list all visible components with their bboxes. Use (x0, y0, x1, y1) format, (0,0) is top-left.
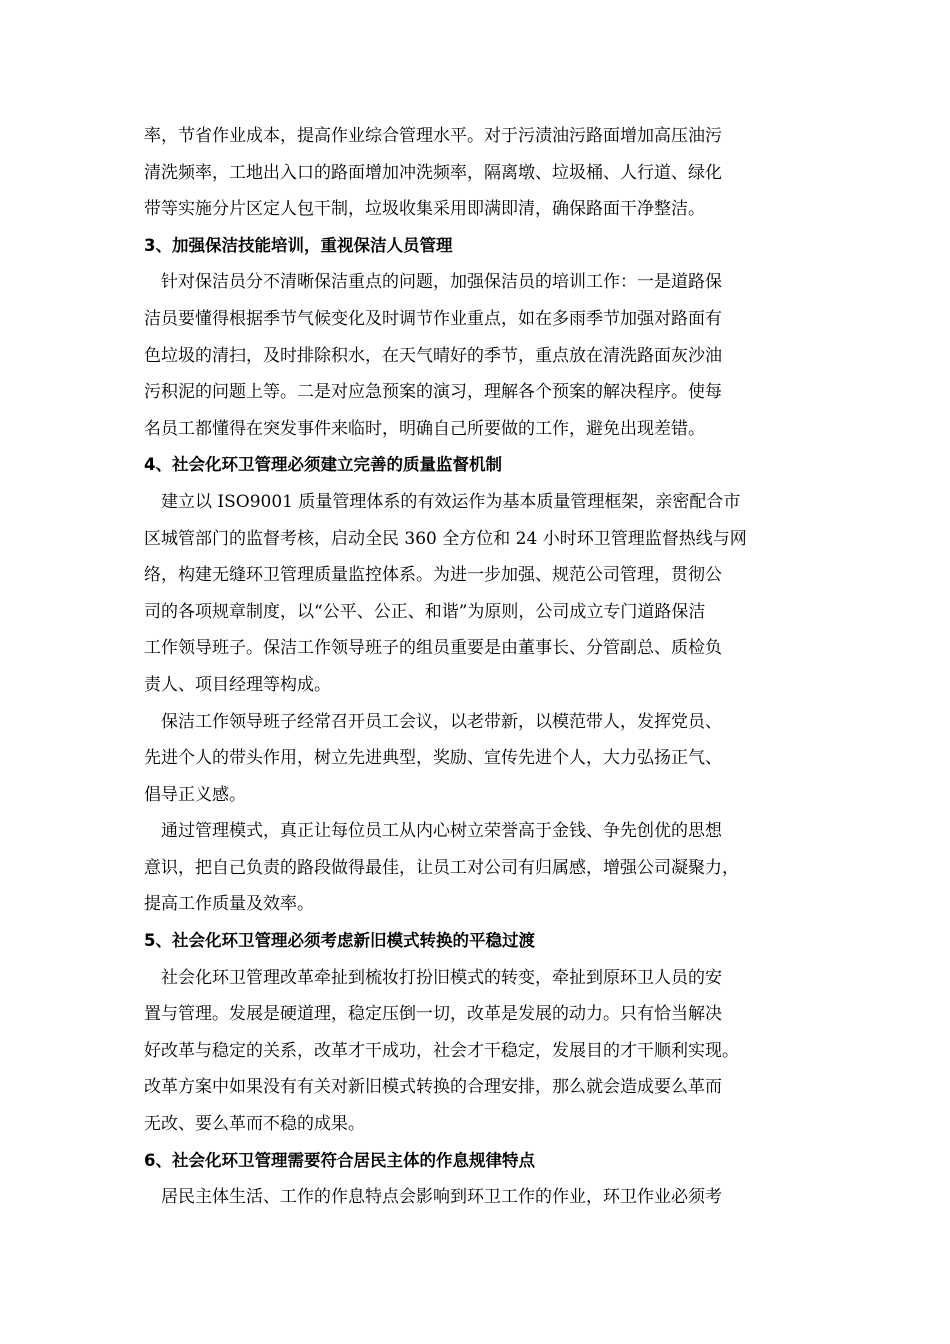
body-line: 责人、项目经理等构成。 (144, 674, 331, 695)
body-line: 好改革与稳定的关系，改革才干成功，社会才干稳定，发展目的才干顺利实现。 (144, 1040, 739, 1061)
document-body (144, 118, 824, 1216)
body-line: 污积泥的问题上等。二是对应急预案的演习，理解各个预案的解决程序。使每 (144, 382, 722, 403)
body-line: 清洗频率，工地出入口的路面增加冲洗频率，隔离墩、垃圾桶、人行道、绿化 (144, 162, 722, 183)
paragraph-first-line: 通过管理模式，真正让每位员工从内心树立荣誉高于金钱、争先创优的思想 (161, 821, 722, 842)
body-line: 带等实施分片区定人包干制，垃圾收集采用即满即清，确保路面干净整洁。 (144, 199, 705, 220)
body-line: 色垃圾的清扫，及时排除积水，在天气晴好的季节，重点放在清洗路面灰沙油 (144, 345, 722, 366)
body-line: 先进个人的带头作用，树立先进典型，奖励、宣传先进个人，大力弘扬正气、 (144, 748, 722, 769)
body-line: 倡导正义感。 (144, 784, 246, 805)
body-line: 改革方案中如果没有有关对新旧模式转换的合理安排，那么就会造成要么革而 (144, 1077, 722, 1098)
section-heading-5: 5、社会化环卫管理必须考虑新旧模式转换的平稳过渡 (144, 931, 535, 951)
body-line: 工作领导班子。保洁工作领导班子的组员重要是由董事长、分管副总、质检负 (144, 638, 722, 659)
paragraph-first-line: 针对保洁员分不清晰保洁重点的问题，加强保洁员的培训工作：一是道路保 (161, 272, 722, 293)
body-line: 络，构建无缝环卫管理质量监控体系。为进一步加强、规范公司管理，贯彻公 (144, 565, 722, 586)
body-line: 区城管部门的监督考核，启动全民 360 全方位和 24 小时环卫管理监督热线与网 (144, 528, 747, 549)
paragraph-first-line: 社会化环卫管理改革牵扯到梳妆打扮旧模式的转变，牵扯到原环卫人员的安 (161, 967, 722, 988)
paragraph-first-line: 建立以 ISO9001 质量管理体系的有效运作为基本质量管理框架，亲密配合市 (161, 491, 741, 512)
section-heading-4: 4、社会化环卫管理必须建立完善的质量监督机制 (144, 455, 502, 475)
body-line: 率，节省作业成本，提高作业综合管理水平。对于污渍油污路面增加高压油污 (144, 126, 722, 146)
body-line: 无改、要么革而不稳的成果。 (144, 1114, 365, 1135)
paragraph-first-line: 居民主体生活、工作的作息特点会影响到环卫工作的作业，环卫作业必须考 (161, 1187, 722, 1208)
paragraph-first-line: 保洁工作领导班子经常召开员工会议，以老带新，以模范带人，发挥党员、 (161, 711, 722, 732)
body-line: 提高工作质量及效率。 (144, 894, 314, 915)
body-line: 意识，把自己负责的路段做得最佳，让员工对公司有归属感，增强公司凝聚力， (144, 857, 739, 878)
section-heading-6: 6、社会化环卫管理需要符合居民主体的作息规律特点 (144, 1150, 535, 1170)
body-line: 名员工都懂得在突发事件来临时，明确自己所要做的工作，避免出现差错。 (144, 418, 705, 439)
body-line: 洁员要懂得根据季节气候变化及时调节作业重点，如在多雨季节加强对路面有 (144, 308, 722, 329)
body-line: 司的各项规章制度，以“公平、公正、和谐”为原则，公司成立专门道路保洁 (144, 601, 706, 622)
body-line: 置与管理。发展是硬道理，稳定压倒一切，改革是发展的动力。只有恰当解决 (144, 1004, 722, 1025)
section-heading-3: 3、加强保洁技能培训，重视保洁人员管理 (144, 235, 453, 255)
